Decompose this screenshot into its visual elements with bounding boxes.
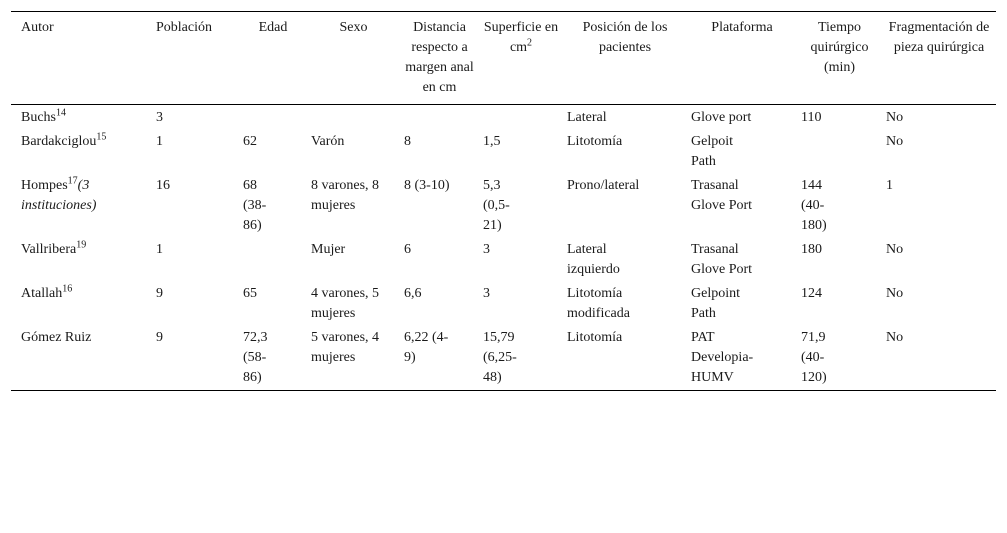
cell-superficie: 15,79 (6,25-48): [479, 326, 563, 391]
cell-plataforma: Trasanal Glove Port: [691, 242, 753, 277]
cell-edad: 68 (38-86): [243, 178, 267, 233]
cell-plataforma: Trasanal Glove Port: [691, 178, 753, 213]
cell-autor: [11, 326, 152, 391]
cell-poblacion: 9: [152, 326, 239, 391]
cell-distancia: 6,22 (4-9): [400, 326, 479, 391]
cell-edad: 72,3 (58-86): [239, 326, 307, 391]
cell-sexo: Varón: [311, 134, 345, 149]
autor-ref: 17: [67, 175, 78, 187]
table-row: [11, 326, 996, 391]
cell-poblacion: 9: [156, 286, 163, 301]
cell-fragmentacion: No: [886, 134, 904, 149]
cell-fragmentacion: No: [882, 326, 996, 391]
cell-autor: [11, 105, 152, 131]
autor-name: Bardakciglou: [21, 134, 97, 149]
header-autor: Autor: [21, 20, 54, 35]
cell-posicion: Litotomía: [563, 326, 687, 391]
table-container: [11, 11, 996, 391]
header-plataforma: Plataforma: [711, 20, 773, 35]
autor-ref: 19: [76, 239, 87, 251]
cell-autor: [11, 282, 152, 326]
cell-poblacion: 16: [156, 178, 170, 193]
cell-posicion: Litotomía modificada: [567, 286, 630, 321]
autor-name: Buchs: [21, 110, 56, 125]
cell-tiempo: 144 (40-180): [801, 178, 827, 233]
table-row: [11, 130, 996, 174]
cell-sexo: Mujer: [311, 242, 346, 257]
cell-superficie: 5,3 (0,5-21): [483, 178, 510, 233]
table-row: [11, 105, 996, 131]
cell-autor: [11, 238, 152, 282]
autor-ref: 16: [62, 283, 73, 295]
cell-distancia: 6,6: [404, 286, 422, 301]
header-superficie-text: Superficie en cm: [483, 20, 559, 55]
cell-fragmentacion: No: [886, 110, 904, 125]
header-tiempo: Tiempo quirúrgico (min): [810, 20, 869, 75]
autor-note: (3 instituciones): [21, 178, 97, 213]
table-row: [11, 282, 996, 326]
cell-superficie: 3: [483, 242, 490, 257]
cell-posicion: Litotomía: [567, 134, 623, 149]
header-posicion: Posición de los pacientes: [582, 20, 668, 55]
cell-edad: 65: [243, 286, 257, 301]
cell-tiempo: 71,9 (40-120): [797, 326, 882, 391]
cell-distancia: 6: [404, 242, 411, 257]
cell-edad: [239, 105, 307, 131]
table-header-row: [11, 12, 996, 105]
cell-fragmentacion: No: [886, 242, 904, 257]
cell-posicion: Prono/lateral: [567, 178, 640, 193]
cell-sexo: [307, 105, 400, 131]
cell-plataforma: Gelpoint Path: [691, 286, 740, 321]
autor-name: Gómez Ruiz: [21, 330, 92, 345]
header-superficie: [479, 12, 563, 105]
cell-superficie: [479, 105, 563, 131]
cell-edad: 62: [243, 134, 257, 149]
cell-distancia: [400, 105, 479, 131]
header-distancia: Distancia respecto a margen anal en cm: [405, 20, 474, 95]
cell-poblacion: 1: [156, 134, 163, 149]
table-row: [11, 174, 996, 238]
table-row: [11, 238, 996, 282]
autor-ref: 15: [96, 131, 107, 143]
cell-tiempo: 110: [801, 110, 822, 125]
cell-edad: [239, 238, 307, 282]
cell-distancia: 8: [404, 134, 411, 149]
cell-superficie: 1,5: [483, 134, 501, 149]
cell-tiempo: 124: [801, 286, 822, 301]
cell-autor: [11, 174, 152, 238]
autor-name: Vallribera: [21, 242, 77, 257]
header-poblacion: Población: [156, 20, 212, 35]
autor-name: Atallah: [21, 286, 63, 301]
header-fragmentacion: Fragmentación de pieza quirúrgica: [888, 20, 990, 55]
cell-posicion: Lateral: [567, 110, 607, 125]
autor-name: Hompes: [21, 178, 68, 193]
header-edad: Edad: [258, 20, 288, 35]
cell-tiempo: 180: [801, 242, 822, 257]
autor-ref: 14: [56, 107, 66, 119]
header-sexo: Sexo: [339, 20, 368, 35]
cell-tiempo: [797, 130, 882, 174]
cell-plataforma: Glove port: [691, 110, 752, 125]
cell-sexo: 4 varones, 5 mujeres: [311, 286, 380, 321]
cell-fragmentacion: No: [886, 286, 904, 301]
cell-sexo: 5 varones, 4 mujeres: [307, 326, 400, 391]
cell-fragmentacion: 1: [886, 178, 893, 193]
cell-plataforma: PAT Developia-HUMV: [687, 326, 797, 391]
header-superficie-sup: 2: [527, 37, 533, 49]
cell-poblacion: 1: [156, 242, 163, 257]
cell-poblacion: 3: [156, 110, 163, 125]
data-table: [11, 11, 996, 391]
cell-autor: [11, 130, 152, 174]
cell-sexo: 8 varones, 8 mujeres: [311, 178, 380, 213]
cell-posicion: Lateral izquierdo: [567, 242, 620, 277]
cell-plataforma: Gelpoit Path: [691, 134, 733, 169]
cell-distancia: 8 (3-10): [404, 178, 450, 193]
cell-superficie: 3: [483, 286, 490, 301]
